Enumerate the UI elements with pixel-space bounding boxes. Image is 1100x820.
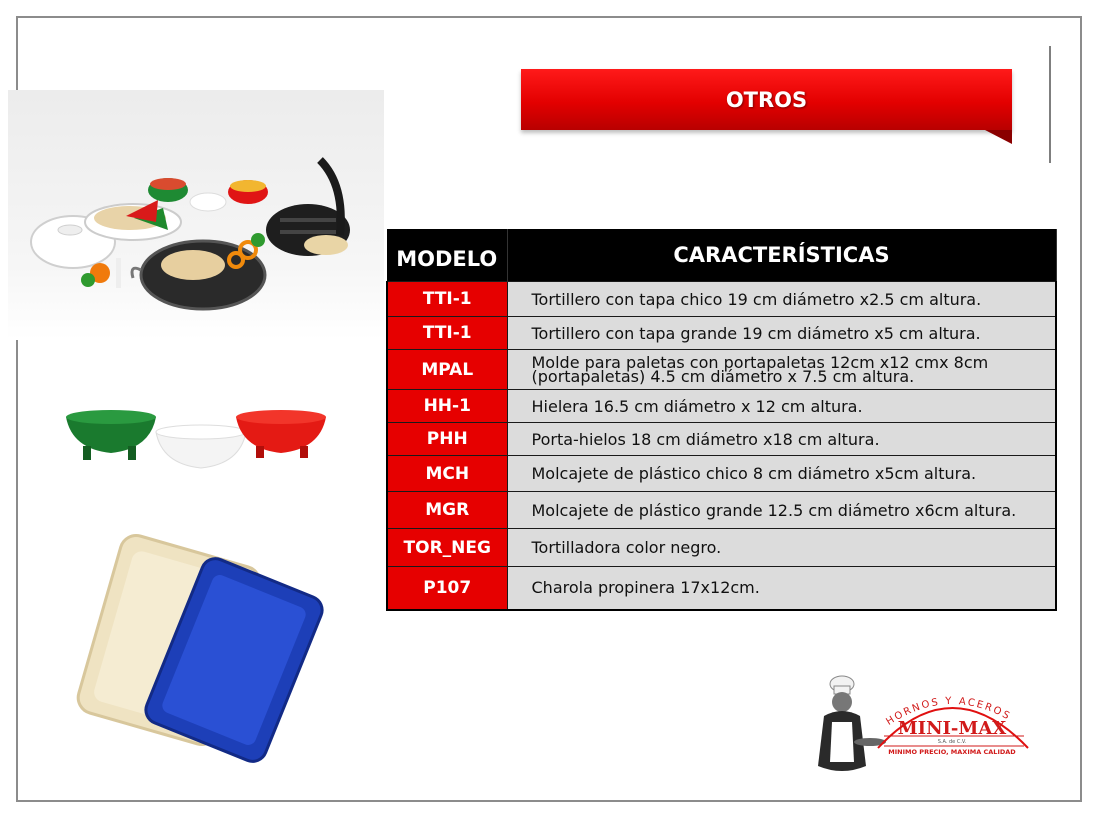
product-photo-molcajetes — [48, 362, 356, 510]
row-description: Tortillero con tapa chico 19 cm diámetro x2.5 cm altura. — [507, 282, 1056, 317]
logo-arc-text: HORNOS Y ACEROS — [884, 695, 1013, 728]
row-model: MPAL — [387, 350, 507, 390]
product-table — [386, 229, 1057, 611]
row-model: HH-1 — [387, 390, 507, 423]
table-row — [387, 282, 1056, 317]
row-description: Charola propinera 17x12cm. — [507, 567, 1056, 610]
row-description: Molcajete de plástico grande 12.5 cm diámetro x6cm altura. — [507, 492, 1056, 529]
row-description: Tortillero con tapa grande 19 cm diámetro x5 cm altura. — [507, 317, 1056, 350]
row-description: Molcajete de plástico chico 8 cm diámetro x5cm altura. — [507, 456, 1056, 492]
header-model: MODELO — [387, 229, 507, 282]
row-model: TTI-1 — [387, 317, 507, 350]
company-logo — [812, 672, 1040, 782]
title-banner — [521, 69, 1012, 130]
row-model: TTI-1 — [387, 282, 507, 317]
logo-company-suffix: S.A. de C.V. — [937, 739, 967, 745]
table-row — [387, 350, 1056, 390]
row-description: Hielera 16.5 cm diámetro x 12 cm altura. — [507, 390, 1056, 423]
table-row — [387, 390, 1056, 423]
product-photo-charolas — [44, 520, 354, 765]
page-title: OTROS — [725, 87, 808, 112]
row-model: P107 — [387, 567, 507, 610]
row-model: TOR_NEG — [387, 529, 507, 567]
row-model: MCH — [387, 456, 507, 492]
row-description: Tortilladora color negro. — [507, 529, 1056, 567]
table-row — [387, 567, 1056, 610]
row-description: Molde para paletas con portapaletas 12cm x12 cmx 8cm (portapaletas) 4.5 cm diámetro x 7.5 cm altura. — [507, 350, 1056, 390]
table-row — [387, 492, 1056, 529]
logo-slogan: MINIMO PRECIO, MAXIMA CALIDAD — [888, 748, 1016, 756]
table-row — [387, 317, 1056, 350]
header-features: CARACTERÍSTICAS — [507, 229, 1056, 282]
logo-brand: MINI-MAX — [897, 718, 1007, 739]
table-header-row — [387, 229, 1056, 282]
row-model: PHH — [387, 423, 507, 456]
product-photo-tortilla-set — [8, 90, 384, 340]
table-row — [387, 529, 1056, 567]
vertical-divider — [1049, 46, 1051, 163]
table-row — [387, 456, 1056, 492]
chef-icon — [818, 676, 886, 771]
row-description: Porta-hielos 18 cm diámetro x18 cm altura. — [507, 423, 1056, 456]
banner-fold — [985, 130, 1012, 144]
table-row — [387, 423, 1056, 456]
row-model: MGR — [387, 492, 507, 529]
